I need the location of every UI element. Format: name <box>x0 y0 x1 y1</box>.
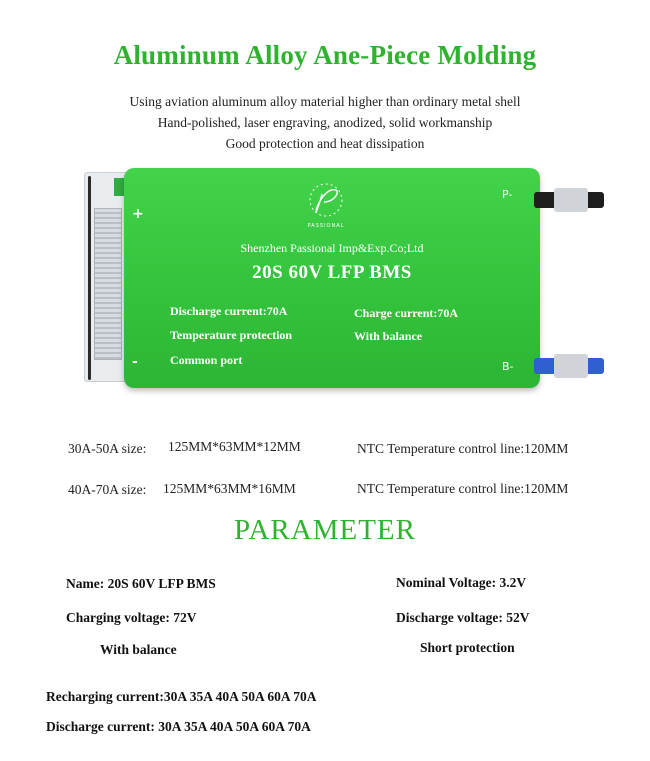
param-nominal-voltage: Nominal Voltage: 3.2V <box>396 575 527 590</box>
p-minus-label: P- <box>502 188 513 201</box>
subtitle-line-3: Good protection and heat dissipation <box>225 136 425 151</box>
plus-terminal-label: + <box>132 206 144 222</box>
spec-discharge-current: Discharge current:70A <box>170 304 288 318</box>
bms-product-image <box>84 168 604 398</box>
subtitle-line-2: Hand-polished, laser engraving, anodized, solid workmanship <box>157 115 493 130</box>
company-name: Shenzhen Passional Imp&Exp.Co;Ltd <box>240 241 424 255</box>
passional-logo-icon <box>306 180 346 220</box>
b-minus-terminal <box>554 354 588 378</box>
param-balance: With balance <box>100 642 177 657</box>
page-title: Aluminum Alloy Ane-Piece Molding <box>113 40 537 70</box>
size-label-1: 30A-50A size: <box>68 441 147 456</box>
p-minus-terminal <box>554 188 588 212</box>
size-value-1: 125MM*63MM*12MM <box>168 439 301 454</box>
param-recharging-current: Recharging current:30A 35A 40A 50A 60A 70A <box>46 689 317 704</box>
b-minus-label: B- <box>502 360 514 373</box>
ntc-line-1: NTC Temperature control line:120MM <box>357 441 569 456</box>
ntc-wire <box>88 176 91 380</box>
param-short-protection: Short protection <box>420 640 515 655</box>
parameter-heading: PARAMETER <box>234 514 416 546</box>
spec-common-port: Common port <box>170 353 243 367</box>
brand-name: PASSIONAL <box>307 223 345 229</box>
param-discharge-current: Discharge current: 30A 35A 40A 50A 60A 70A <box>46 719 311 734</box>
param-discharge-voltage: Discharge voltage: 52V <box>396 610 530 625</box>
aluminum-shell <box>124 168 540 388</box>
minus-terminal-label: - <box>132 354 138 370</box>
subtitle-line-1: Using aviation aluminum alloy material higher than ordinary metal shell <box>129 94 521 109</box>
size-value-2: 125MM*63MM*16MM <box>163 481 296 496</box>
param-charging-voltage: Charging voltage: 72V <box>66 610 197 625</box>
spec-temperature-protection: Temperature protection <box>170 328 293 342</box>
balance-connector <box>94 208 122 360</box>
param-name: Name: 20S 60V LFP BMS <box>66 576 216 591</box>
spec-balance: With balance <box>354 329 423 343</box>
size-label-2: 40A-70A size: <box>68 482 147 497</box>
model-name: 20S 60V LFP BMS <box>252 262 412 283</box>
ntc-line-2: NTC Temperature control line:120MM <box>357 481 569 496</box>
spec-charge-current: Charge current:70A <box>354 306 459 320</box>
